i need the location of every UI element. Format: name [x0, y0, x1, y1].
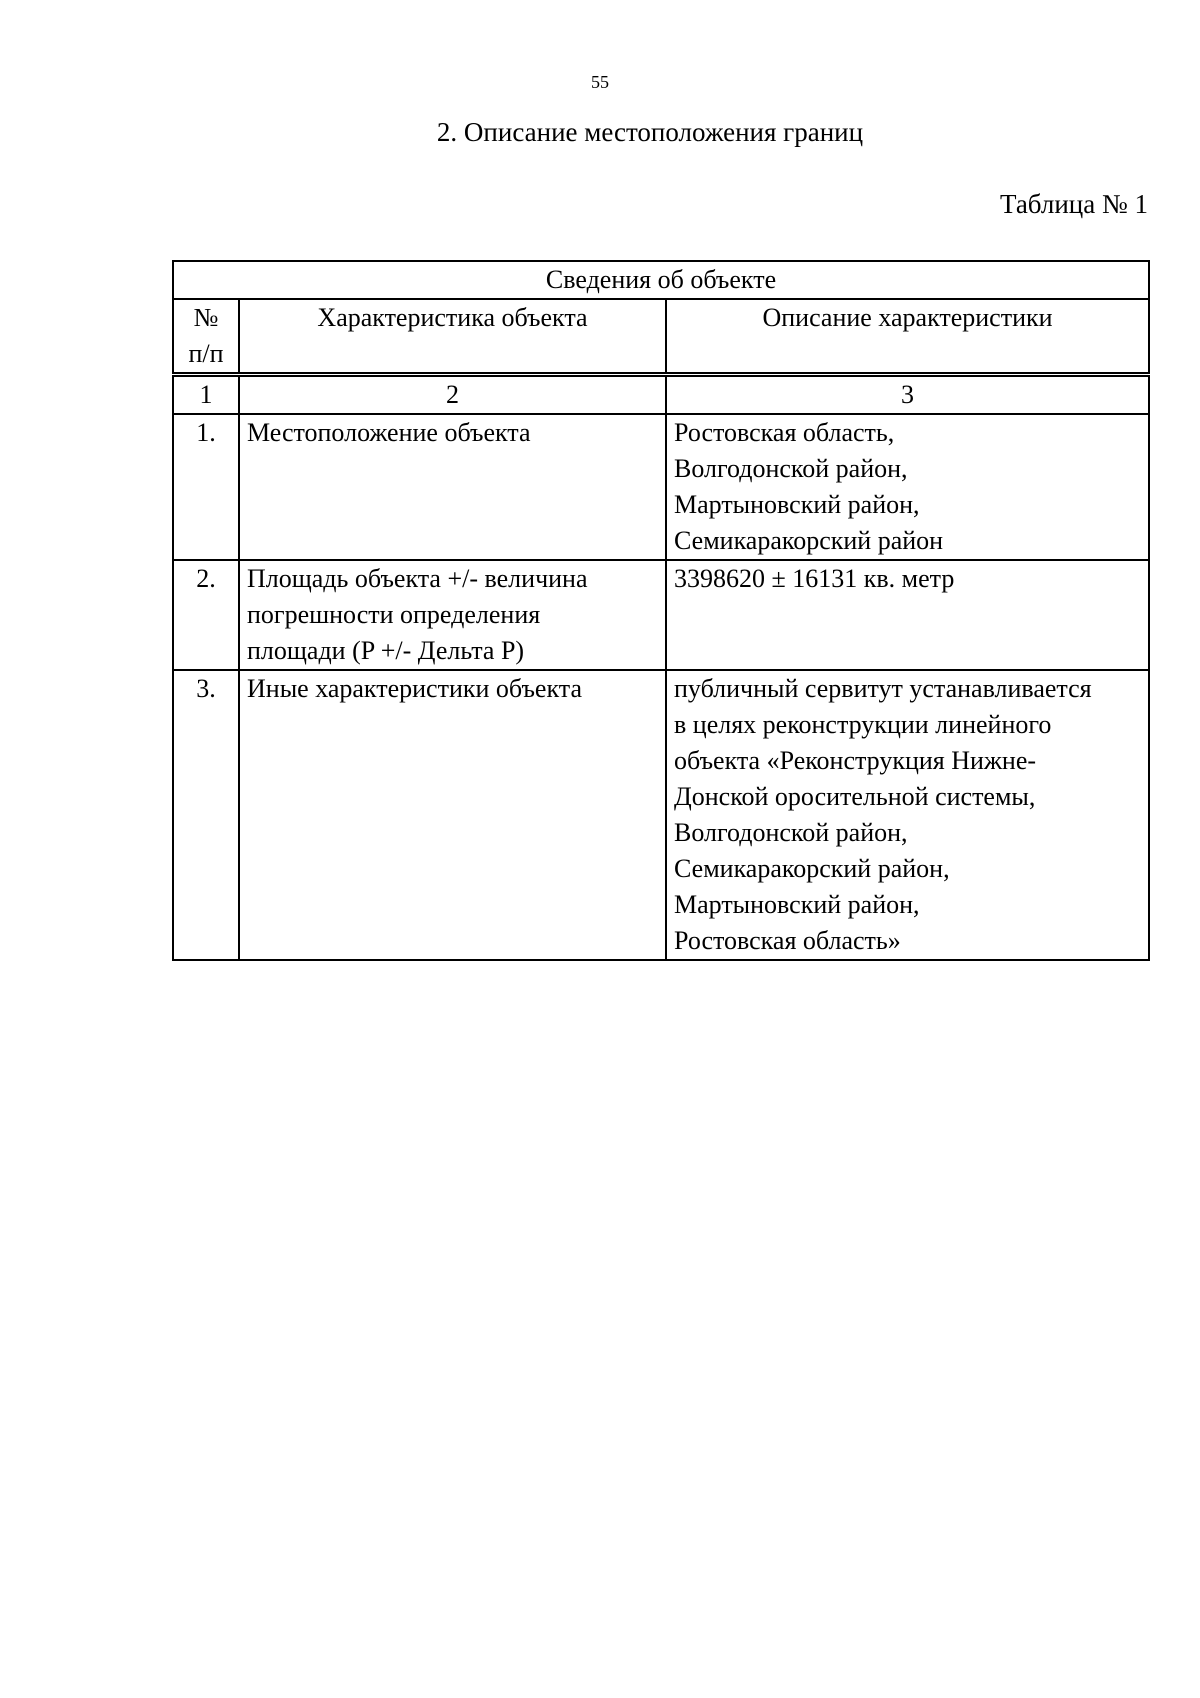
- column-number-row: [173, 375, 1149, 415]
- description-line: Волгодонской район,: [674, 818, 908, 847]
- row-num: 2.: [173, 560, 239, 670]
- description-line: Мартыновский район,: [674, 490, 920, 519]
- description-line: публичный сервитут устанавливается: [674, 674, 1092, 703]
- characteristic-line: Площадь объекта +/- величина: [247, 564, 588, 593]
- characteristic-line: площади (P +/- Дельта P): [247, 636, 525, 665]
- description-line: Донской оросительной системы,: [674, 782, 1036, 811]
- row-characteristic: [239, 670, 666, 960]
- column-number: 3: [666, 375, 1149, 415]
- table-row: [173, 560, 1149, 670]
- characteristic-line: погрешности определения: [247, 600, 541, 629]
- description-line: Ростовская область»: [674, 926, 901, 955]
- description-line: объекта «Реконструкция Нижне-: [674, 746, 1037, 775]
- description-line: Семикаракорский район,: [674, 854, 950, 883]
- row-characteristic: [239, 414, 666, 560]
- table-title-row: [173, 261, 1149, 299]
- row-characteristic: [239, 560, 666, 670]
- header-num: [173, 299, 239, 375]
- table-row: [173, 414, 1149, 560]
- table-row: [173, 670, 1149, 960]
- characteristic-line: Иные характеристики объекта: [247, 674, 582, 703]
- description-line: 3398620 ± 16131 кв. метр: [674, 564, 955, 593]
- table-header-row: [173, 299, 1149, 375]
- row-description: [666, 670, 1149, 960]
- row-num: 1.: [173, 414, 239, 560]
- column-number: 1: [173, 375, 239, 415]
- row-description: [666, 560, 1149, 670]
- header-num-line2: п/п: [188, 339, 224, 368]
- description-line: Мартыновский район,: [674, 890, 920, 919]
- description-line: в целях реконструкции линейного: [674, 710, 1052, 739]
- page-number: 55: [591, 72, 609, 92]
- description-line: Ростовская область,: [674, 418, 895, 447]
- table-title: Сведения об объекте: [173, 261, 1149, 299]
- column-number: 2: [239, 375, 666, 415]
- row-description: [666, 414, 1149, 560]
- header-characteristic: Характеристика объекта: [239, 299, 666, 375]
- header-description: Описание характеристики: [666, 299, 1149, 375]
- header-num-line1: №: [193, 303, 219, 332]
- description-line: Семикаракорский район: [674, 526, 944, 555]
- section-title: 2. Описание местоположения границ: [436, 117, 864, 147]
- object-info-table: [172, 260, 1150, 961]
- table-caption: Таблица № 1: [1000, 189, 1148, 219]
- characteristic-line: Местоположение объекта: [247, 418, 531, 447]
- row-num: 3.: [173, 670, 239, 960]
- description-line: Волгодонской район,: [674, 454, 908, 483]
